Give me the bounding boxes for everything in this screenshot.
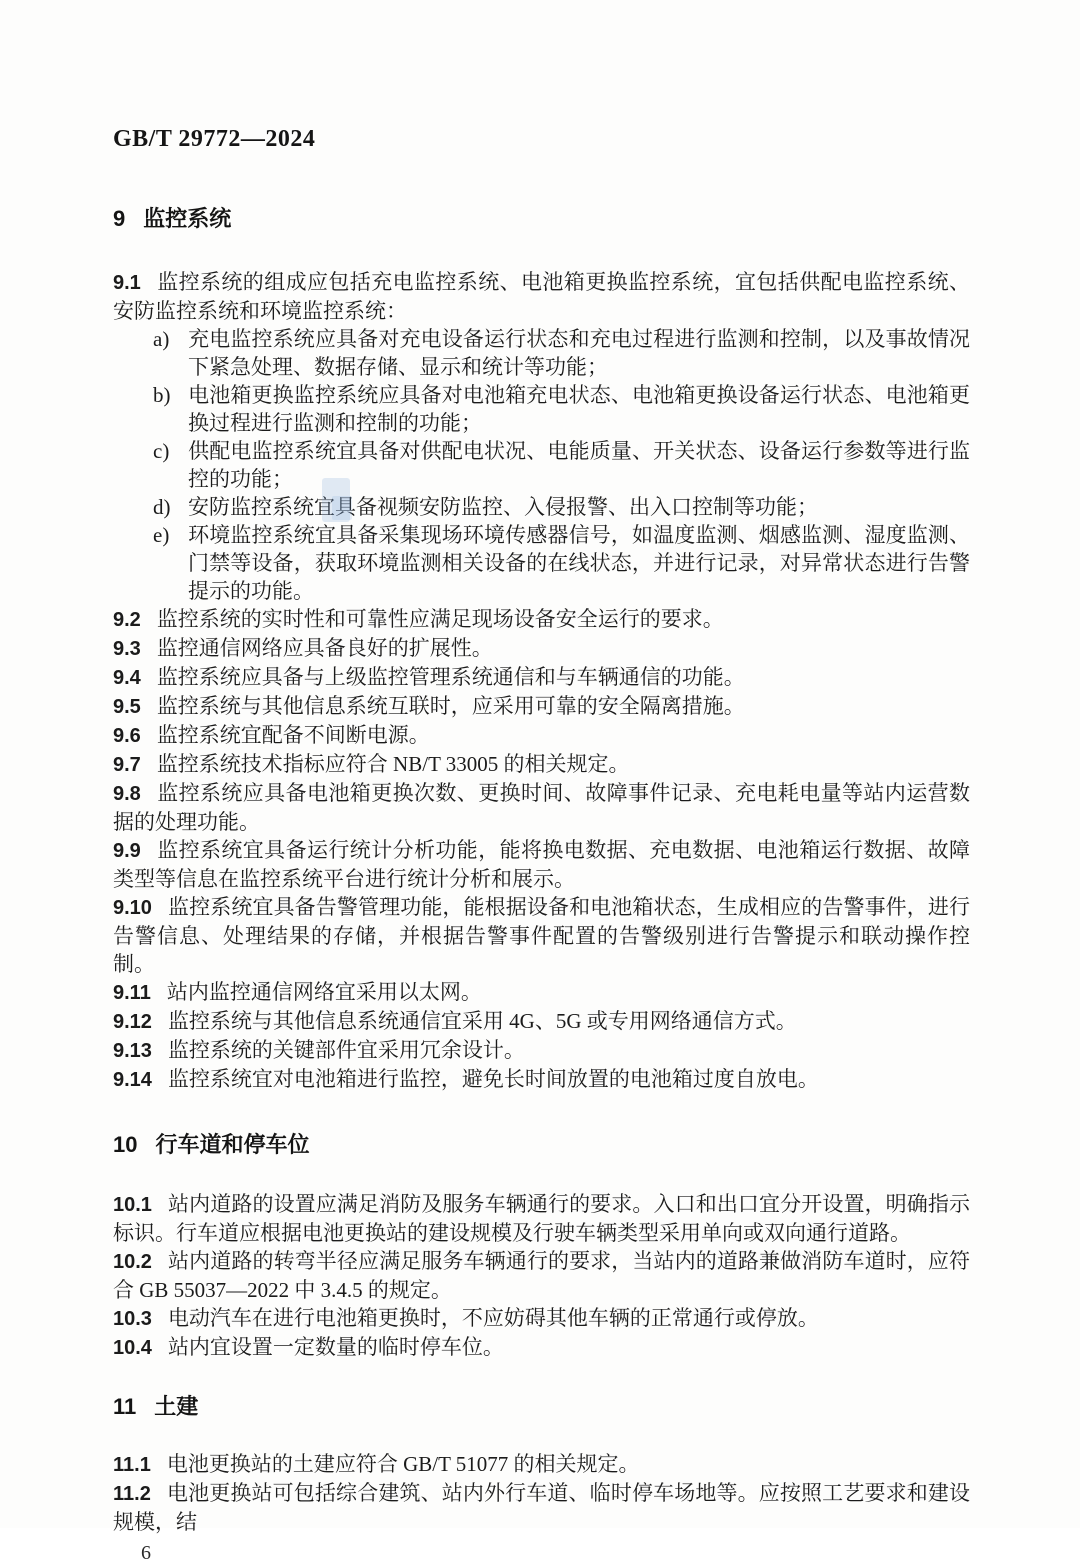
clause-11-2: [113, 1479, 970, 1536]
clause-number: 9.6: [113, 725, 141, 747]
clause-10-3: [113, 1304, 970, 1333]
clause-number: 9.5: [113, 696, 141, 718]
list-item-text: 环境监控系统宜具备采集现场环境传感器信号，如温度监测、烟感监测、湿度监测、门禁等设备，获取环境监测相关设备的在线状态，并进行记录，对异常状态进行告警提示的功能。: [188, 523, 970, 603]
clause-text: 监控系统宜配备不间断电源。: [156, 723, 430, 747]
clause-number: 9.11: [113, 982, 151, 1004]
clause-text: 站内道路的设置应满足消防及服务车辆通行的要求。入口和出口宜分开设置，明确指示标识。行车道应根据电池更换站的建设规模及行驶车辆类型采用单向或双向通行道路。: [113, 1192, 970, 1245]
clause-9-14: [113, 1065, 970, 1094]
list-marker: e): [153, 523, 170, 547]
section-9-title: 监控系统: [143, 206, 232, 231]
section-11-heading: [113, 1392, 970, 1422]
clause-number: 10.1: [113, 1194, 152, 1216]
clause-number: 11.1: [113, 1454, 151, 1476]
clause-number: 9.9: [113, 840, 141, 862]
clause-number: 10.4: [113, 1337, 152, 1359]
list-item-text: 电池箱更换监控系统应具备对电池箱充电状态、电池箱更换设备运行状态、电池箱更换过程进行监测和控制的功能；: [188, 383, 970, 435]
clause-text: 电动汽车在进行电池箱更换时，不应妨碍其他车辆的正常通行或停放。: [167, 1306, 819, 1330]
clause-10-2: [113, 1247, 970, 1304]
clause-text: 站内道路的转弯半径应满足服务车辆通行的要求，当站内的道路兼做消防车道时，应符合 GB 55037—2022 中 3.4.5 的规定。: [113, 1249, 970, 1302]
clause-text: 监控系统的关键部件宜采用冗余设计。: [167, 1038, 525, 1062]
clause-9-10: [113, 893, 970, 978]
clause-text: 电池更换站的土建应符合 GB/T 51077 的相关规定。: [166, 1452, 640, 1476]
clause-text: 监控系统宜对电池箱进行监控，避免长时间放置的电池箱过度自放电。: [167, 1067, 819, 1091]
list-item-text: 安防监控系统宜具备视频安防监控、入侵报警、出入口控制等功能；: [188, 495, 818, 519]
list-marker: d): [153, 495, 171, 519]
section-10-number: 10: [113, 1132, 138, 1157]
section-10-heading: [113, 1130, 970, 1160]
clause-9-5: [113, 692, 970, 721]
clause-text: 监控系统应具备与上级监控管理系统通信和与车辆通信的功能。: [156, 665, 745, 689]
clause-number: 9.8: [113, 783, 141, 805]
clause-number: 9.2: [113, 609, 141, 631]
clause-number: 9.12: [113, 1011, 152, 1033]
clause-text: 监控系统与其他信息系统互联时，应采用可靠的安全隔离措施。: [156, 694, 745, 718]
clause-number: 9.1: [113, 272, 141, 294]
section-11-number: 11: [113, 1394, 137, 1419]
clause-9-11: [113, 978, 970, 1007]
clause-9-4: [113, 663, 970, 692]
clause-10-1: [113, 1190, 970, 1247]
clause-9-1: [113, 268, 970, 325]
section-10-title: 行车道和停车位: [155, 1132, 310, 1157]
list-marker: a): [153, 327, 170, 351]
clause-text: 监控系统宜具备运行统计分析功能，能将换电数据、充电数据、电池箱运行数据、故障类型等信息在监控系统平台进行统计分析和展示。: [113, 838, 970, 891]
clause-9-2: [113, 605, 970, 634]
clause-9-12: [113, 1007, 970, 1036]
clause-9-7: [113, 750, 970, 779]
clause-number: 9.3: [113, 638, 141, 660]
section-9-heading: [113, 204, 970, 234]
list-marker: c): [153, 439, 170, 463]
clause-text: 电池更换站可包括综合建筑、站内外行车道、临时停车场地等。应按照工艺要求和建设规模，结: [113, 1481, 970, 1534]
clause-text: 监控系统与其他信息系统通信宜采用 4G、5G 或专用网络通信方式。: [167, 1009, 797, 1033]
clause-number: 11.2: [113, 1483, 151, 1505]
list-item-c: [113, 437, 970, 493]
list-item-text: 充电监控系统应具备对充电设备运行状态和充电过程进行监测和控制，以及事故情况下紧急处理、数据存储、显示和统计等功能；: [188, 327, 970, 379]
clause-11-1: [113, 1450, 970, 1479]
clause-number: 9.4: [113, 667, 141, 689]
section-9-number: 9: [113, 206, 126, 231]
list-marker: b): [153, 383, 171, 407]
list-item-text: 供配电监控系统宜具备对供配电状况、电能质量、开关状态、设备运行参数等进行监控的功能；: [188, 439, 970, 491]
clause-9-6: [113, 721, 970, 750]
clause-9-8: [113, 779, 970, 836]
clause-10-4: [113, 1333, 970, 1362]
clause-9-3: [113, 634, 970, 663]
standard-number: GB/T 29772—2024: [113, 126, 316, 152]
clause-number: 9.13: [113, 1040, 152, 1062]
page-number: 6: [141, 1542, 151, 1564]
clause-text: 监控通信网络应具备良好的扩展性。: [156, 636, 493, 660]
clause-number: 10.3: [113, 1308, 152, 1330]
list-item-d: [113, 493, 970, 521]
section-11-title: 土建: [154, 1394, 199, 1419]
list-item-a: [113, 325, 970, 381]
clause-9-13: [113, 1036, 970, 1065]
list-item-e: [113, 521, 970, 605]
clause-text: 监控系统的组成应包括充电监控系统、电池箱更换监控系统，宜包括供配电监控系统、安防监控系统和环境监控系统：: [113, 270, 970, 323]
clause-number: 10.2: [113, 1251, 152, 1273]
clause-text: 监控系统应具备电池箱更换次数、更换时间、故障事件记录、充电耗电量等站内运营数据的处理功能。: [113, 781, 970, 834]
list-item-b: [113, 381, 970, 437]
clause-number: 9.7: [113, 754, 141, 776]
clause-text: 监控系统的实时性和可靠性应满足现场设备安全运行的要求。: [156, 607, 724, 631]
clause-text: 站内宜设置一定数量的临时停车位。: [167, 1335, 504, 1359]
clause-9-9: [113, 836, 970, 893]
clause-text: 站内监控通信网络宜采用以太网。: [166, 980, 482, 1004]
clause-number: 9.14: [113, 1069, 152, 1091]
clause-text: 监控系统技术指标应符合 NB/T 33005 的相关规定。: [156, 752, 630, 776]
clause-number: 9.10: [113, 897, 152, 919]
clause-text: 监控系统宜具备告警管理功能，能根据设备和电池箱状态，生成相应的告警事件，进行告警信息、处理结果的存储，并根据告警事件配置的告警级别进行告警提示和联动操作控制。: [113, 895, 970, 976]
